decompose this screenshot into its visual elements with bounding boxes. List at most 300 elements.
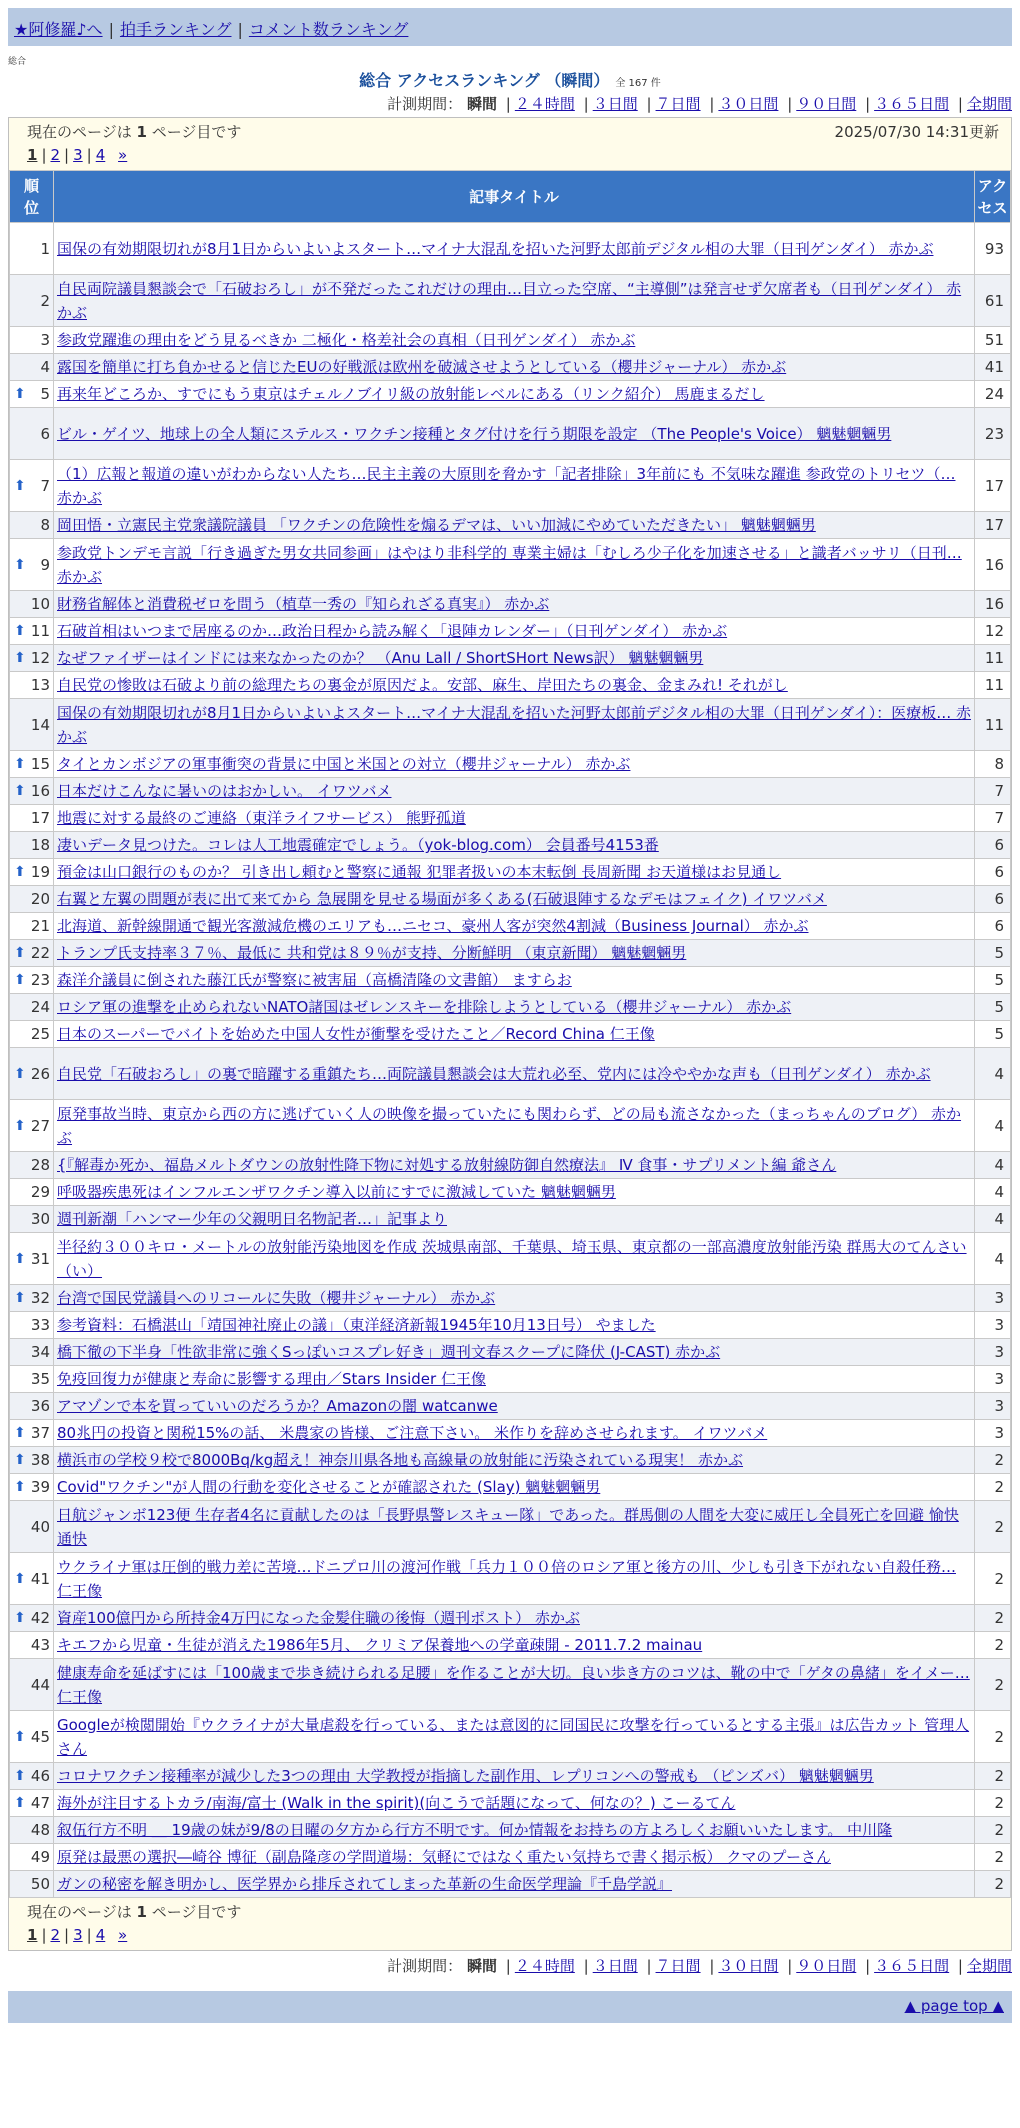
rank-cell (10, 1152, 54, 1179)
rank-cell (10, 1447, 54, 1474)
rank-number: 19 (30, 863, 50, 881)
title-cell (54, 460, 975, 512)
title-cell (54, 1206, 975, 1233)
table-row (10, 1285, 1011, 1312)
table-row (10, 1447, 1011, 1474)
rank-cell (10, 1206, 54, 1233)
rank-cell (10, 967, 54, 994)
up-arrow-icon: ⬆ (14, 1728, 26, 1745)
up-arrow-icon: ⬆ (14, 1610, 26, 1626)
table-row (10, 913, 1011, 940)
access-count: 17 (975, 512, 1011, 539)
header-title: 記事タイトル (54, 171, 975, 223)
nav-separator: | (237, 20, 243, 39)
article-link[interactable]: 森洋介議員に倒された藤江氏が警察に被害届（高橋清隆の文書館） ますらお (57, 971, 572, 989)
page-link[interactable]: 2 (50, 1926, 61, 1944)
page-link[interactable]: 2 (50, 146, 61, 164)
period-link-24h[interactable]: ２４時間 (514, 1957, 575, 1975)
access-count: 6 (975, 913, 1011, 940)
table-row (10, 940, 1011, 967)
rank-number: 17 (30, 809, 50, 827)
page-link[interactable]: 4 (95, 146, 106, 164)
period-label: 計測期間： (387, 95, 463, 113)
article-link[interactable]: 叙伍行方不明 ＿ 19歳の妹が9/8の日曜の夕方から行方不明です。何か情報をお持ちの方よろしくお願いいたします。 中川隆 (57, 1821, 893, 1839)
rank-cell (10, 1021, 54, 1048)
period-link-7d[interactable]: ７日間 (655, 1957, 701, 1975)
article-link[interactable]: 地震に対する最終のご連絡（東洋ライフサービス） 熊野孤道 (57, 809, 466, 827)
rank-number: 32 (30, 1289, 50, 1307)
up-arrow-icon: ⬆ (14, 1768, 26, 1784)
rank-cell (10, 1659, 54, 1711)
access-count: 5 (975, 967, 1011, 994)
table-row (10, 1659, 1011, 1711)
article-link[interactable]: 国保の有効期限切れが8月1日からいよいよスタート…マイナ大混乱を招いた河野太郎前デジタル相の大罪（日刊ゲンダイ） 赤かぶ (57, 239, 934, 258)
table-row (10, 327, 1011, 354)
ranking-table (9, 170, 1011, 1898)
access-count: 4 (975, 1048, 1011, 1100)
table-row (10, 778, 1011, 805)
up-arrow-icon: ⬆ (14, 864, 26, 880)
table-row (10, 1632, 1011, 1659)
nav-link-asyura[interactable]: ★阿修羅♪へ (14, 20, 103, 39)
rank-number: 27 (30, 1116, 50, 1135)
rank-cell (10, 460, 54, 512)
article-link[interactable]: 原発は最悪の選択―崎谷 博征（副島隆彦の学問道場：気軽にではなく重たい気持ちで書く掲示板） クマのプーさん (57, 1848, 831, 1866)
table-row (10, 832, 1011, 859)
rank-number: 20 (30, 890, 50, 908)
up-arrow-icon: ⬆ (14, 1570, 26, 1587)
access-count: 6 (975, 832, 1011, 859)
title-cell (54, 1605, 975, 1632)
title-cell (54, 645, 975, 672)
title-cell (54, 1763, 975, 1790)
rank-number: 22 (30, 944, 50, 962)
title-cell (54, 994, 975, 1021)
article-link[interactable]: タイとカンボジアの軍事衝突の背景に中国と米国との対立（櫻井ジャーナル） 赤かぶ (57, 755, 631, 773)
article-link[interactable]: キエフから児童・生徒が消えた1986年5月、 クリミア保養地への学童疎開 - 2011.7.2 mainau (57, 1636, 703, 1654)
title-cell (54, 1474, 975, 1501)
access-count: 93 (975, 223, 1011, 275)
rank-number: 7 (40, 476, 50, 495)
title-cell (54, 1553, 975, 1605)
article-link[interactable]: ウクライナ軍は圧倒的戦力差に苦境…ドニプロ川の渡河作戦「兵力１００倍のロシア軍と後方の川、少しも引き下がれない自殺任務… 仁王像 (57, 1557, 956, 1600)
access-count: 4 (975, 1152, 1011, 1179)
article-link[interactable]: 参政党躍進の理由をどう見るべきか 二極化・格差社会の真相（日刊ゲンダイ） 赤かぶ (57, 331, 636, 349)
rank-cell (10, 1366, 54, 1393)
title-cell (54, 1501, 975, 1553)
table-row (10, 645, 1011, 672)
title-cell (54, 1790, 975, 1817)
article-link[interactable]: 横浜市の学校９校で8000Bq/kg超え！神奈川県各地も高線量の放射能に汚染されている現実！ 赤かぶ (57, 1451, 744, 1469)
title-cell (54, 751, 975, 778)
article-link[interactable]: コロナワクチン接種率が減少した3つの理由 大学教授が指摘した副作用、レプリコンへの警戒も （ピンズバ） 魑魅魍魎男 (57, 1767, 874, 1785)
access-count: 6 (975, 886, 1011, 913)
rank-cell (10, 327, 54, 354)
table-row (10, 275, 1011, 327)
rank-number: 23 (30, 971, 50, 989)
period-link-30d[interactable]: ３０日間 (718, 1957, 779, 1975)
rank-number: 12 (30, 649, 50, 667)
rank-cell (10, 275, 54, 327)
table-row (10, 1817, 1011, 1844)
table-row (10, 1100, 1011, 1152)
title-cell (54, 1100, 975, 1152)
access-count: 41 (975, 354, 1011, 381)
access-count: 2 (975, 1711, 1011, 1763)
title-cell (54, 1817, 975, 1844)
rank-cell (10, 1285, 54, 1312)
rank-cell (10, 751, 54, 778)
access-count: 7 (975, 778, 1011, 805)
access-count: 2 (975, 1447, 1011, 1474)
rank-number: 3 (40, 331, 50, 349)
article-link[interactable]: 参考資料：石橋湛山「靖国神社廃止の議」（東洋経済新報1945年10月13日号） やました (57, 1316, 656, 1334)
rank-cell (10, 223, 54, 275)
rank-cell (10, 1632, 54, 1659)
page-next-link[interactable]: » (118, 146, 128, 164)
access-count: 4 (975, 1233, 1011, 1285)
table-row (10, 1763, 1011, 1790)
title-cell (54, 1048, 975, 1100)
rank-number: 43 (30, 1636, 50, 1654)
table-row (10, 1233, 1011, 1285)
rank-number: 24 (30, 998, 50, 1016)
article-link[interactable]: 80兆円の投資と関税15%の話、 米農家の皆様、ご注意下さい。 米作りを辞めさせられます。 イワツバメ (57, 1424, 768, 1442)
access-count: 61 (975, 275, 1011, 327)
page-current: 1 (27, 146, 38, 164)
period-link-30d[interactable]: ３０日間 (718, 95, 779, 113)
article-link[interactable]: 岡田悟・立憲民主党衆議院議員 「ワクチンの危険性を煽るデマは、いい加減にやめていただきたい」 魑魅魍魎男 (57, 516, 816, 534)
title-cell (54, 805, 975, 832)
period-link-3d[interactable]: ３日間 (592, 95, 638, 113)
table-row (10, 1179, 1011, 1206)
table-row (10, 1844, 1011, 1871)
article-link[interactable]: 石破首相はいつまで居座るのか…政治日程から読み解く「退陣カレンダー」（日刊ゲンダイ） 赤かぶ (57, 622, 728, 640)
article-link[interactable]: 原発事故当時、東京から西の方に逃げていく人の映像を撮っていたにも関わらず、どの局も流さなかった（まっちゃんのブログ） 赤かぶ (57, 1104, 962, 1147)
article-link[interactable]: 橋下徹の下半身「性欲非常に強くSっぽいコスプレ好き」週刊文春スクープに降伏 (J-CAST) 赤かぶ (57, 1343, 721, 1361)
title-cell (54, 778, 975, 805)
rank-number: 26 (30, 1064, 50, 1083)
article-link[interactable]: 右翼と左翼の問題が表に出て来てから 急展開を見せる場面が多くある(石破退陣するなデモはフェイク) イワツバメ (57, 890, 827, 908)
article-link[interactable]: 北海道、新幹線開通で観光客激減危機のエリアも…ニセコ、豪州人客が突然4割減（Business Journal） 赤かぶ (57, 917, 809, 935)
rank-cell (10, 699, 54, 751)
rank-number: 47 (30, 1794, 50, 1812)
title-cell (54, 1152, 975, 1179)
page-current: 1 (27, 1926, 38, 1944)
article-link[interactable]: 呼吸器疾患死はインフルエンザワクチン導入以前にすでに激減していた 魑魅魍魎男 (57, 1183, 616, 1201)
article-link[interactable]: 露国を簡単に打ち負かせると信じたEUの好戦派は欧州を破滅させようとしている（櫻井ジャーナル） 赤かぶ (57, 358, 787, 376)
rank-number: 30 (30, 1210, 50, 1228)
access-count: 11 (975, 672, 1011, 699)
article-link[interactable]: 国保の有効期限切れが8月1日からいよいよスタート…マイナ大混乱を招いた河野太郎前デジタル相の大罪（日刊ゲンダイ）：医療板… 赤かぶ (57, 703, 971, 746)
rank-cell (10, 886, 54, 913)
rank-cell (10, 1420, 54, 1447)
access-count: 5 (975, 940, 1011, 967)
title-cell (54, 1659, 975, 1711)
nav-separator: | (108, 20, 114, 39)
rank-number: 29 (30, 1183, 50, 1201)
table-row (10, 1420, 1011, 1447)
article-link[interactable]: 日本のスーパーでバイトを始めた中国人女性が衝撃を受けたこと／Record China 仁王像 (57, 1025, 655, 1043)
rank-cell (10, 408, 54, 460)
title-cell (54, 1179, 975, 1206)
article-link[interactable]: {『解毒か死か、福島メルトダウンの放射性降下物に対処する放射線防御自然療法』 Ⅳ 食事・サプリメント編 爺さん (57, 1156, 837, 1174)
title-cell (54, 1285, 975, 1312)
page-title-text: 総合 アクセスランキング （瞬間） (359, 71, 610, 90)
table-row (10, 1021, 1011, 1048)
period-link-3d[interactable]: ３日間 (592, 1957, 638, 1975)
period-link-90d[interactable]: ９０日間 (796, 95, 857, 113)
access-count: 16 (975, 539, 1011, 591)
table-row (10, 1501, 1011, 1553)
period-link-24h[interactable]: ２４時間 (514, 95, 575, 113)
access-count: 6 (975, 859, 1011, 886)
rank-cell (10, 645, 54, 672)
rank-number: 16 (30, 782, 50, 800)
access-count: 3 (975, 1285, 1011, 1312)
rank-cell (10, 1553, 54, 1605)
table-row (10, 1206, 1011, 1233)
title-cell (54, 1021, 975, 1048)
title-cell (54, 699, 975, 751)
title-cell (54, 1312, 975, 1339)
article-link[interactable]: 財務省解体と消費税ゼロを問う（植草一秀の『知られざる真実』） 赤かぶ (57, 595, 550, 613)
rank-cell (10, 1474, 54, 1501)
rank-cell (10, 994, 54, 1021)
rank-number: 38 (30, 1451, 50, 1469)
rank-cell (10, 832, 54, 859)
current-page-text: 現在のページは 1 ページ目です (27, 123, 242, 141)
page-top-link[interactable]: ▲ page top ▲ (904, 1997, 1004, 2015)
rank-cell (10, 1233, 54, 1285)
article-link[interactable]: 預金は山口銀行のものか？ 引き出し頼むと警察に通報 犯罪者扱いの本末転倒 長周新聞 お天道様はお見通し (57, 863, 782, 881)
rank-cell (10, 913, 54, 940)
rank-number: 41 (30, 1569, 50, 1588)
article-link[interactable]: ロシア軍の進撃を止められないNATO諸国はゼレンスキーを排除しようとしている（櫻井ジャーナル） 赤かぶ (57, 998, 792, 1016)
nav-link-clap-ranking[interactable]: 拍手ランキング (119, 20, 232, 39)
rank-cell (10, 1339, 54, 1366)
article-link[interactable]: 自民党の惨敗は石破より前の総理たちの裏金が原因だよ。安部、麻生、岸田たちの裏金、金まみれ! それがし (57, 676, 788, 694)
access-count: 5 (975, 994, 1011, 1021)
table-row (10, 1474, 1011, 1501)
table-row (10, 618, 1011, 645)
article-link[interactable]: 健康寿命を延ばすには「100歳まで歩き続けられる足腰」を作ることが大切。良い歩き方のコツは、靴の中で「ゲタの鼻緒」をイメー… 仁王像 (57, 1663, 970, 1706)
title-cell (54, 1366, 975, 1393)
rank-number: 4 (40, 358, 50, 376)
period-link-90d[interactable]: ９０日間 (796, 1957, 857, 1975)
rank-number: 35 (30, 1370, 50, 1388)
header-access: アクセス (975, 171, 1011, 223)
period-link-7d[interactable]: ７日間 (655, 95, 701, 113)
article-link[interactable]: Googleが検閲開始『ウクライナが大量虐殺を行っている、または意図的に同国民に攻撃を行っているとする主張』は広告カット 管理人さん (57, 1715, 970, 1758)
rank-cell (10, 512, 54, 539)
up-arrow-icon: ⬆ (14, 556, 26, 573)
article-link[interactable]: なぜファイザーはインドには来なかったのか？ （Anu Lall / ShortSHort News訳） 魑魅魍魎男 (57, 649, 704, 667)
period-link-365d[interactable]: ３６５日間 (874, 95, 950, 113)
table-row (10, 408, 1011, 460)
rank-number: 37 (30, 1424, 50, 1442)
article-link[interactable]: 再来年どころか、すでにもう東京はチェルノブイリ級の放射能レベルにある（リンク紹介） 馬鹿まるだし (57, 385, 765, 403)
top-nav-bar (8, 8, 1012, 46)
page-link[interactable]: 3 (73, 146, 83, 164)
up-arrow-icon: ⬆ (14, 1425, 26, 1441)
period-link-365d[interactable]: ３６５日間 (874, 1957, 950, 1975)
rank-number: 36 (30, 1397, 50, 1415)
article-link[interactable]: （1）広報と報道の違いがわからない人たち…民主主義の大原則を脅かす「記者排除」3年前にも 不気味な躍進 参政党のトリセツ（… 赤かぶ (57, 464, 956, 507)
period-link-all[interactable]: 全期間 (966, 95, 1012, 113)
rank-number: 45 (30, 1727, 50, 1746)
rank-cell (10, 354, 54, 381)
title-cell (54, 672, 975, 699)
table-row (10, 751, 1011, 778)
access-count: 2 (975, 1817, 1011, 1844)
rank-cell (10, 381, 54, 408)
rank-cell (10, 618, 54, 645)
table-row (10, 699, 1011, 751)
rank-number: 9 (40, 555, 50, 574)
nav-link-comment-ranking[interactable]: コメント数ランキング (248, 20, 409, 39)
rank-number: 25 (30, 1025, 50, 1043)
access-count: 7 (975, 805, 1011, 832)
rank-number: 31 (30, 1249, 50, 1268)
rank-cell (10, 1048, 54, 1100)
access-count: 17 (975, 460, 1011, 512)
rank-cell (10, 672, 54, 699)
table-row (10, 1790, 1011, 1817)
period-link-all[interactable]: 全期間 (966, 1957, 1012, 1975)
rank-number: 13 (30, 676, 50, 694)
access-count: 5 (975, 1021, 1011, 1048)
rank-cell (10, 778, 54, 805)
page-link[interactable]: 4 (95, 1926, 106, 1944)
article-link[interactable]: 凄いデータ見つけた。コレは人工地震確定でしょう。（yok-blog.com） 会員番号4153番 (57, 836, 659, 854)
rank-number: 46 (30, 1767, 50, 1785)
access-count: 4 (975, 1206, 1011, 1233)
pagination-box-bottom (9, 1898, 1011, 1950)
access-count: 51 (975, 327, 1011, 354)
article-link[interactable]: アマゾンで本を買っていいのだろうか？Amazonの闇 watcanwe (57, 1397, 498, 1415)
period-selector-top: 計測期間： 瞬間 | ２４時間 | ３日間 | ７日間 | ３０日間 | ９０日間 | ３６５日間 | 全期間 (387, 95, 1012, 113)
rank-cell (10, 1763, 54, 1790)
article-link[interactable]: 自民党「石破おろし」の裏で暗躍する重鎮たち…両院議員懇談会は大荒れ必至、党内には冷ややかな声も（日刊ゲンダイ） 赤かぶ (57, 1064, 931, 1083)
up-arrow-icon: ⬆ (14, 783, 26, 799)
title-cell (54, 539, 975, 591)
up-arrow-icon: ⬆ (14, 1117, 26, 1134)
rank-cell (10, 1312, 54, 1339)
header-rank: 順位 (10, 171, 54, 223)
page-next-link[interactable]: » (118, 1926, 128, 1944)
rank-cell (10, 1179, 54, 1206)
access-count: 2 (975, 1474, 1011, 1501)
table-row (10, 1553, 1011, 1605)
table-row (10, 381, 1011, 408)
rank-cell (10, 591, 54, 618)
title-cell (54, 275, 975, 327)
up-arrow-icon: ⬆ (14, 1250, 26, 1267)
rank-number: 14 (30, 715, 50, 734)
up-arrow-icon: ⬆ (14, 972, 26, 988)
rank-number: 40 (30, 1517, 50, 1536)
access-count: 12 (975, 618, 1011, 645)
access-count: 3 (975, 1366, 1011, 1393)
article-link[interactable]: 週刊新潮「ハンマー少年の父親明日名物記者…」記事より (57, 1210, 448, 1228)
table-row (10, 805, 1011, 832)
up-arrow-icon: ⬆ (14, 756, 26, 772)
article-link[interactable]: ガンの秘密を解き明かし、医学界から排斥されてしまった革新の生命医学理論『千島学説』 (57, 1875, 673, 1893)
title-cell (54, 1632, 975, 1659)
ranking-frame (8, 117, 1012, 1951)
access-count: 2 (975, 1871, 1011, 1898)
rank-number: 34 (30, 1343, 50, 1361)
article-link[interactable]: ビル・ゲイツ、地球上の全人類にステルス・ワクチン接種とタグ付けを行う期限を設定 （The People's Voice） 魑魅魍魎男 (57, 424, 892, 443)
table-row (10, 1366, 1011, 1393)
article-link[interactable]: 免疫回復力が健康と寿命に影響する理由／Stars Insider 仁王像 (57, 1370, 486, 1388)
access-count: 4 (975, 1100, 1011, 1152)
page-title (0, 69, 1020, 93)
access-count: 2 (975, 1501, 1011, 1553)
rank-number: 49 (30, 1848, 50, 1866)
table-row (10, 1339, 1011, 1366)
title-cell (54, 1420, 975, 1447)
article-link[interactable]: トランプ氏支持率３７％、最低に 共和党は８９％が支持、分断鮮明 （東京新聞） 魑魅魍魎男 (57, 944, 687, 962)
table-row (10, 967, 1011, 994)
rank-number: 50 (30, 1875, 50, 1893)
up-arrow-icon: ⬆ (14, 1795, 26, 1811)
article-link[interactable]: 参政党トンデモ言説「行き過ぎた男女共同参画」はやはり非科学的 専業主婦は「むしろ少子化を加速させる」と識者バッサリ（日刊… 赤かぶ (57, 543, 962, 586)
access-count: 2 (975, 1659, 1011, 1711)
title-cell (54, 967, 975, 994)
access-count: 2 (975, 1605, 1011, 1632)
article-link[interactable]: 自民両院議員懇談会で「石破おろし」が不発だったこれだけの理由…目立った空席、“主導側”は発言せず欠席者も（日刊ゲンダイ） 赤かぶ (57, 279, 962, 322)
title-cell (54, 1339, 975, 1366)
rank-number: 42 (30, 1609, 50, 1627)
title-cell (54, 408, 975, 460)
up-arrow-icon: ⬆ (14, 623, 26, 639)
access-count: 24 (975, 381, 1011, 408)
article-link[interactable]: Covid"ワクチン"が人間の行動を変化させることが確認された (Slay) 魑魅魍魎男 (57, 1478, 601, 1496)
table-row (10, 672, 1011, 699)
title-cell (54, 886, 975, 913)
rank-cell (10, 1790, 54, 1817)
article-link[interactable]: 海外が注目するトカラ/南海/富士 (Walk in the spirit)(向こうで話題になって、何なの？) こーるてん (57, 1794, 736, 1812)
article-link[interactable]: 日本だけこんなに暑いのはおかしい。 イワツバメ (57, 782, 392, 800)
table-row (10, 886, 1011, 913)
rank-number: 10 (30, 595, 50, 613)
article-link[interactable]: 半径約３００キロ・メートルの放射能汚染地図を作成 茨城県南部、千葉県、埼玉県、東京都の一部高濃度放射能汚染 群馬大のてんさい（い） (57, 1237, 967, 1280)
article-link[interactable]: 資産100億円から所持金4万円になった金髪住職の後悔（週刊ポスト） 赤かぶ (57, 1609, 580, 1627)
title-cell (54, 1711, 975, 1763)
table-row (10, 354, 1011, 381)
rank-cell (10, 539, 54, 591)
page-link[interactable]: 3 (73, 1926, 83, 1944)
current-page-text: 現在のページは 1 ページ目です (27, 1903, 242, 1921)
rank-cell (10, 859, 54, 886)
article-link[interactable]: 日航ジャンボ123便 生存者4名に貢献したのは「長野県警レスキュー隊」であった。群馬側の人間を大変に威圧し全員死亡を回避 愉快通快 (57, 1505, 959, 1548)
rank-cell (10, 1871, 54, 1898)
title-cell (54, 1233, 975, 1285)
access-count: 4 (975, 1179, 1011, 1206)
access-count: 3 (975, 1312, 1011, 1339)
table-row (10, 1605, 1011, 1632)
rank-number: 2 (40, 291, 50, 310)
table-row (10, 460, 1011, 512)
access-count: 3 (975, 1420, 1011, 1447)
access-count: 8 (975, 751, 1011, 778)
footer-bar (8, 1991, 1012, 2023)
table-row (10, 1048, 1011, 1100)
article-link[interactable]: 台湾で国民党議員へのリコールに失敗（櫻井ジャーナル） 赤かぶ (57, 1289, 496, 1307)
rank-cell (10, 940, 54, 967)
